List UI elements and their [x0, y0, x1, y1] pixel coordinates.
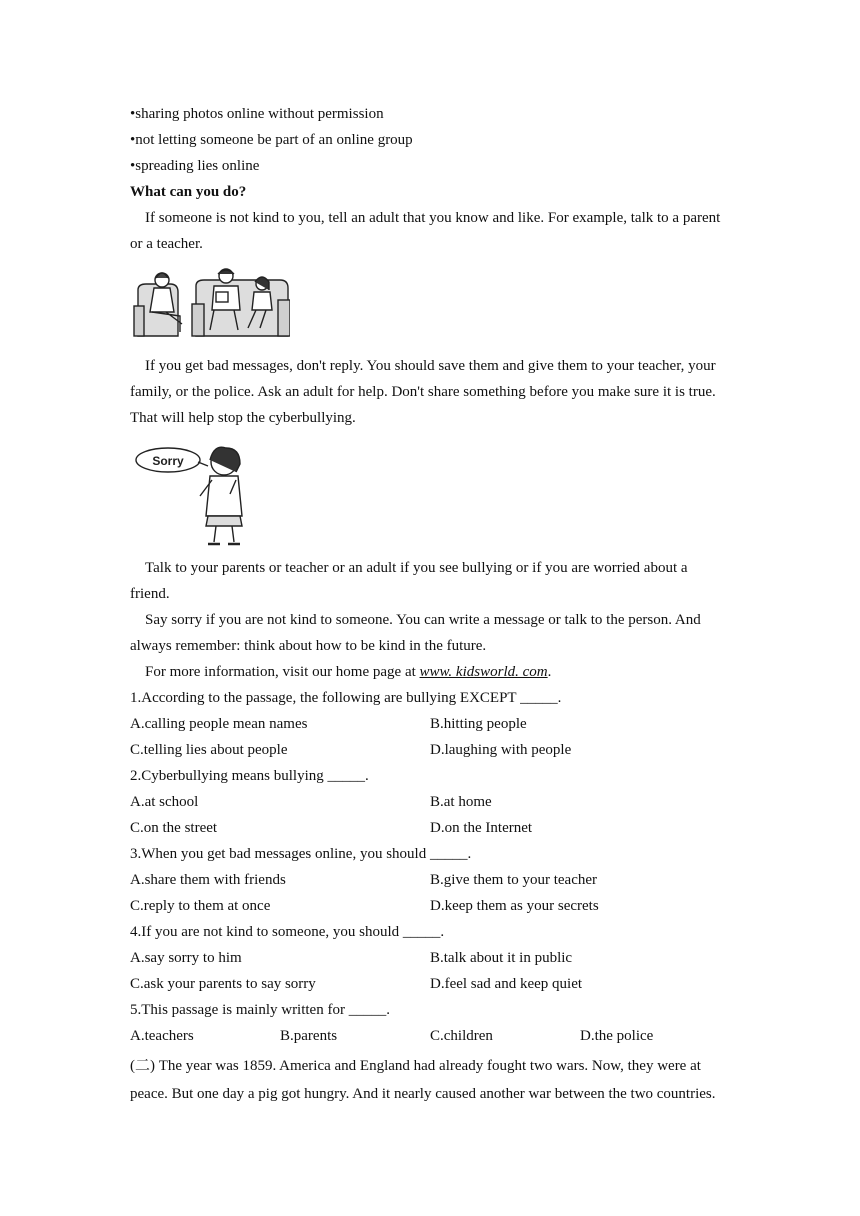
sofa-talk-illustration	[130, 266, 290, 338]
answer-option: C.reply to them at once	[130, 898, 271, 914]
paragraph-line	[130, 662, 551, 682]
question-stem: 3.When you get bad messages online, you should _____.	[130, 846, 472, 862]
paragraph-line: always remember: think about how to be kind in the future.	[130, 638, 487, 654]
answer-option: B.give them to your teacher	[430, 872, 598, 888]
answer-option: B.at home	[430, 794, 492, 810]
section-heading: What can you do?	[130, 184, 247, 200]
paragraph-line: If someone is not kind to you, tell an adult that you know and like. For example, talk to a parent	[145, 210, 721, 226]
answer-option: A.calling people mean names	[130, 716, 308, 732]
answer-option: D.feel sad and keep quiet	[430, 976, 583, 992]
answer-option: C.ask your parents to say sorry	[130, 976, 316, 992]
paragraph-text: For more information, visit our home page at	[145, 664, 420, 680]
bullet-item: •sharing photos online without permission	[130, 106, 384, 122]
paragraph-line: friend.	[130, 586, 170, 602]
paragraph-line: If you get bad messages, don't reply. You should save them and give them to your teacher, your	[145, 358, 716, 374]
paragraph-line: or a teacher.	[130, 236, 203, 252]
paragraph-line: Say sorry if you are not kind to someone. You can write a message or talk to the person. And	[145, 612, 701, 628]
paragraph-line: family, or the police. Ask an adult for help. Don't share something before you make sure it is true.	[130, 384, 716, 400]
question-stem: 5.This passage is mainly written for _____.	[130, 1002, 390, 1018]
paragraph-line: Talk to your parents or teacher or an adult if you see bullying or if you are worried about a	[145, 560, 688, 576]
answer-option: C.telling lies about people	[130, 742, 288, 758]
question-stem: 4.If you are not kind to someone, you should _____.	[130, 924, 445, 940]
bullet-item: •not letting someone be part of an online group	[130, 132, 413, 148]
paragraph-line: (二) The year was 1859. America and England had already fought two wars. Now, they were at	[130, 1058, 701, 1074]
answer-option: D.the police	[580, 1028, 654, 1044]
answer-option: D.on the Internet	[430, 820, 533, 836]
paragraph-text: .	[547, 664, 552, 680]
homepage-link[interactable]: www. kidsworld. com	[419, 664, 548, 680]
paragraph-line: That will help stop the cyberbullying.	[130, 410, 356, 426]
question-stem: 2.Cyberbullying means bullying _____.	[130, 768, 369, 784]
question-stem: 1.According to the passage, the following are bullying EXCEPT _____.	[130, 690, 562, 706]
answer-option: A.teachers	[130, 1028, 194, 1044]
answer-option: D.keep them as your secrets	[430, 898, 599, 914]
girl-sorry-illustration	[130, 444, 260, 548]
answer-option: A.say sorry to him	[130, 950, 242, 966]
answer-option: B.talk about it in public	[430, 950, 573, 966]
sorry-bubble-text: Sorry	[152, 454, 184, 468]
bullet-item: •spreading lies online	[130, 158, 260, 174]
answer-option: A.share them with friends	[130, 872, 286, 888]
answer-option: C.children	[430, 1028, 493, 1044]
answer-option: C.on the street	[130, 820, 218, 836]
answer-option: B.parents	[280, 1028, 338, 1044]
answer-option: A.at school	[130, 794, 199, 810]
answer-option: B.hitting people	[430, 716, 527, 732]
paragraph-line: peace. But one day a pig got hungry. And it nearly caused another war between the two countries.	[130, 1086, 716, 1102]
answer-option: D.laughing with people	[430, 742, 572, 758]
